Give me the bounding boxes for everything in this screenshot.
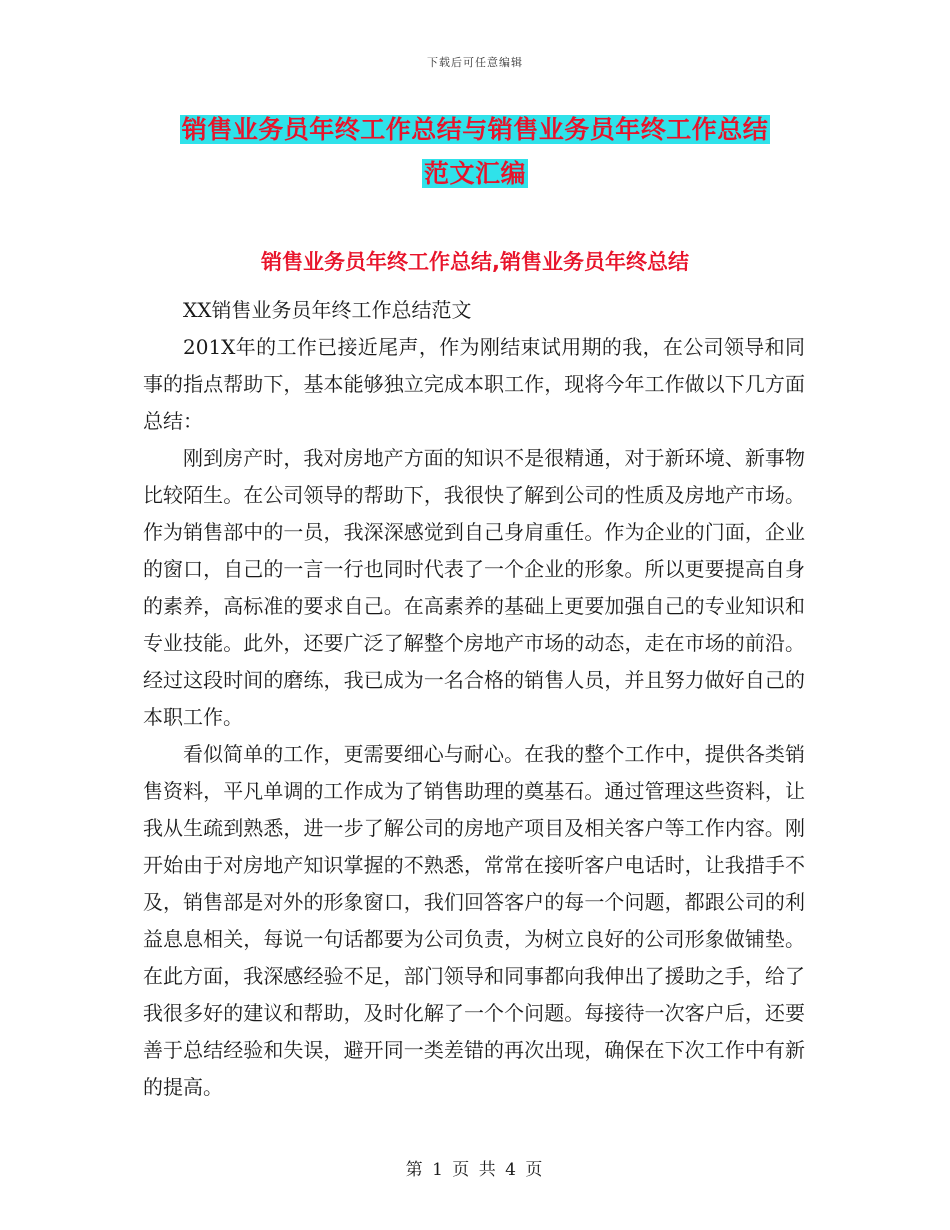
document-title-line2: 范文汇编: [423, 159, 526, 188]
body-paragraph-subtitle: XX销售业务员年终工作总结范文: [183, 298, 472, 322]
document-body: [143, 292, 805, 1106]
section-title: 销售业务员年终工作总结,销售业务员年终总结: [261, 250, 689, 274]
page-number-footer: 第 1 页 共 4 页: [405, 1160, 545, 1180]
body-paragraph: 看似简单的工作，更需要细心与耐心。在我的整个工作中，提供各类销售资料，平凡单调的工作成为了销售助理的奠基石。通过管理这些资料，让我从生疏到熟悉，进一步了解公司的房地产项目及相关客户等工作内容。刚开始由于对房地产知识掌握的不熟悉，常常在接听客户电话时，让我措手不及，销售部是对外的形象窗口，我们回答客户的每一个问题，都跟公司的利益息息相关，每说一句话都要为公司负责，为树立良好的公司形象做铺垫。在此方面，我深感经验不足，部门领导和同事都向我伸出了援助之手，给了我很多好的建议和帮助，及时化解了一个个问题。每接待一次客户后，还要善于总结经验和失误，避开同一类差错的再次出现，确保在下次工作中有新的提高。: [143, 742, 805, 1099]
document-title-line1: 销售业务员年终工作总结与销售业务员年终工作总结: [181, 115, 769, 144]
page-header-note: 下载后可任意编辑: [427, 56, 523, 69]
body-paragraph: 201X年的工作已接近尾声，作为刚结束试用期的我，在公司领导和同事的指点帮助下，基本能够独立完成本职工作，现将今年工作做以下几方面总结：: [143, 335, 805, 433]
body-paragraph: 刚到房产时，我对房地产方面的知识不是很精通，对于新环境、新事物比较陌生。在公司领导的帮助下，我很快了解到公司的性质及房地产市场。作为销售部中的一员，我深深感觉到自己身肩重任。作为企业的门面，企业的窗口，自己的一言一行也同时代表了一个企业的形象。所以更要提高自身的素养，高标准的要求自己。在高素养的基础上更要加强自己的专业知识和专业技能。此外，还要广泛了解整个房地产市场的动态，走在市场的前沿。经过这段时间的磨练，我已成为一名合格的销售人员，并且努力做好自己的本职工作。: [143, 446, 805, 729]
document-title: [120, 108, 830, 196]
